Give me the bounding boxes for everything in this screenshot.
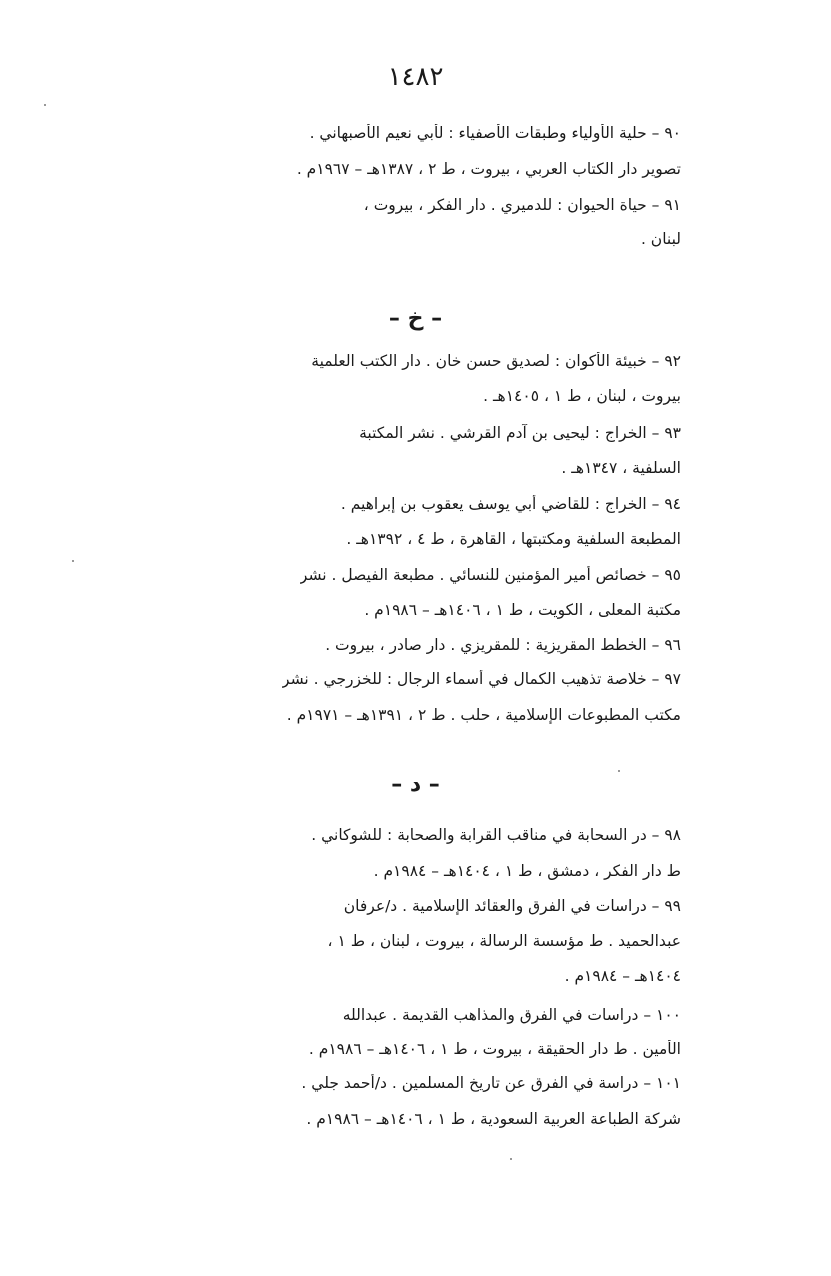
entry-91-line-2: لبنان . [640, 230, 681, 248]
scan-speck [72, 560, 74, 562]
entry-94-line-2: المطبعة السلفية ومكتبتها ، القاهرة ، ط ٤ ، ١٣٩٢هـ . [346, 530, 681, 548]
section-heading-dal: – د – [391, 772, 440, 797]
entry-97-line-1: ٩٧ – خلاصة تذهيب الكمال في أسماء الرجال : للخزرجي . نشر [282, 670, 681, 688]
page-number: ١٤٨٢ [387, 62, 444, 92]
entry-95-line-1: ٩٥ – خصائص أمير المؤمنين للنسائي . مطبعة الفيصل . نشر [299, 566, 681, 584]
entry-98-line-2: ط دار الفكر ، دمشق ، ط ١ ، ١٤٠٤هـ – ١٩٨٤م . [373, 862, 681, 880]
entry-95-line-2: مكتبة المعلى ، الكويت ، ط ١ ، ١٤٠٦هـ – ١٩٨٦م . [364, 601, 681, 619]
entry-101-line-1: ١٠١ – دراسة في الفرق عن تاريخ المسلمين . د/أحمد جلي . [301, 1074, 681, 1092]
entry-92-line-1: ٩٢ – خبيئة الأكوان : لصديق حسن خان . دار الكتب العلمية [311, 352, 681, 370]
entry-93-line-2: السلفية ، ١٣٤٧هـ . [561, 459, 681, 477]
entry-90-line-2: تصوير دار الكتاب العربي ، بيروت ، ط ٢ ، ١٣٨٧هـ – ١٩٦٧م . [296, 160, 681, 178]
entry-100-line-2: الأمين . ط دار الحقيقة ، بيروت ، ط ١ ، ١٤٠٦هـ – ١٩٨٦م . [308, 1040, 681, 1058]
scan-speck [618, 770, 620, 772]
entry-93-line-1: ٩٣ – الخراج : ليحيى بن آدم القرشي . نشر المكتبة [359, 424, 681, 442]
entry-99-line-3: ١٤٠٤هـ – ١٩٨٤م . [564, 967, 681, 985]
section-heading-kha: – خ – [388, 306, 443, 331]
entry-98-line-1: ٩٨ – در السحابة في مناقب القرابة والصحابة : للشوكاني . [311, 826, 681, 844]
scan-speck [510, 1158, 512, 1160]
scan-speck [44, 104, 46, 106]
entry-91-line-1: ٩١ – حياة الحيوان : للدميري . دار الفكر ، بيروت ، [363, 196, 681, 214]
entry-94-line-1: ٩٤ – الخراج : للقاضي أبي يوسف يعقوب بن إبراهيم . [340, 495, 681, 513]
entry-97-line-2: مكتب المطبوعات الإسلامية ، حلب . ط ٢ ، ١٣٩١هـ – ١٩٧١م . [286, 706, 681, 724]
entry-99-line-1: ٩٩ – دراسات في الفرق والعقائد الإسلامية . د/عرفان [343, 897, 681, 915]
entry-99-line-2: عبدالحميد . ط مؤسسة الرسالة ، بيروت ، لبنان ، ط ١ ، [327, 932, 681, 950]
entry-100-line-1: ١٠٠ – دراسات في الفرق والمذاهب القديمة . عبدالله [342, 1006, 681, 1024]
entry-96-line-1: ٩٦ – الخطط المقريزية : للمقريزي . دار صادر ، بيروت . [325, 636, 681, 654]
entry-101-line-2: شركة الطباعة العربية السعودية ، ط ١ ، ١٤٠٦هـ – ١٩٨٦م . [306, 1110, 681, 1128]
entry-92-line-2: بيروت ، لبنان ، ط ١ ، ١٤٠٥هـ . [483, 387, 681, 405]
entry-90-line-1: ٩٠ – حلية الأولياء وطبقات الأصفياء : لأبي نعيم الأصبهاني . [309, 124, 681, 142]
